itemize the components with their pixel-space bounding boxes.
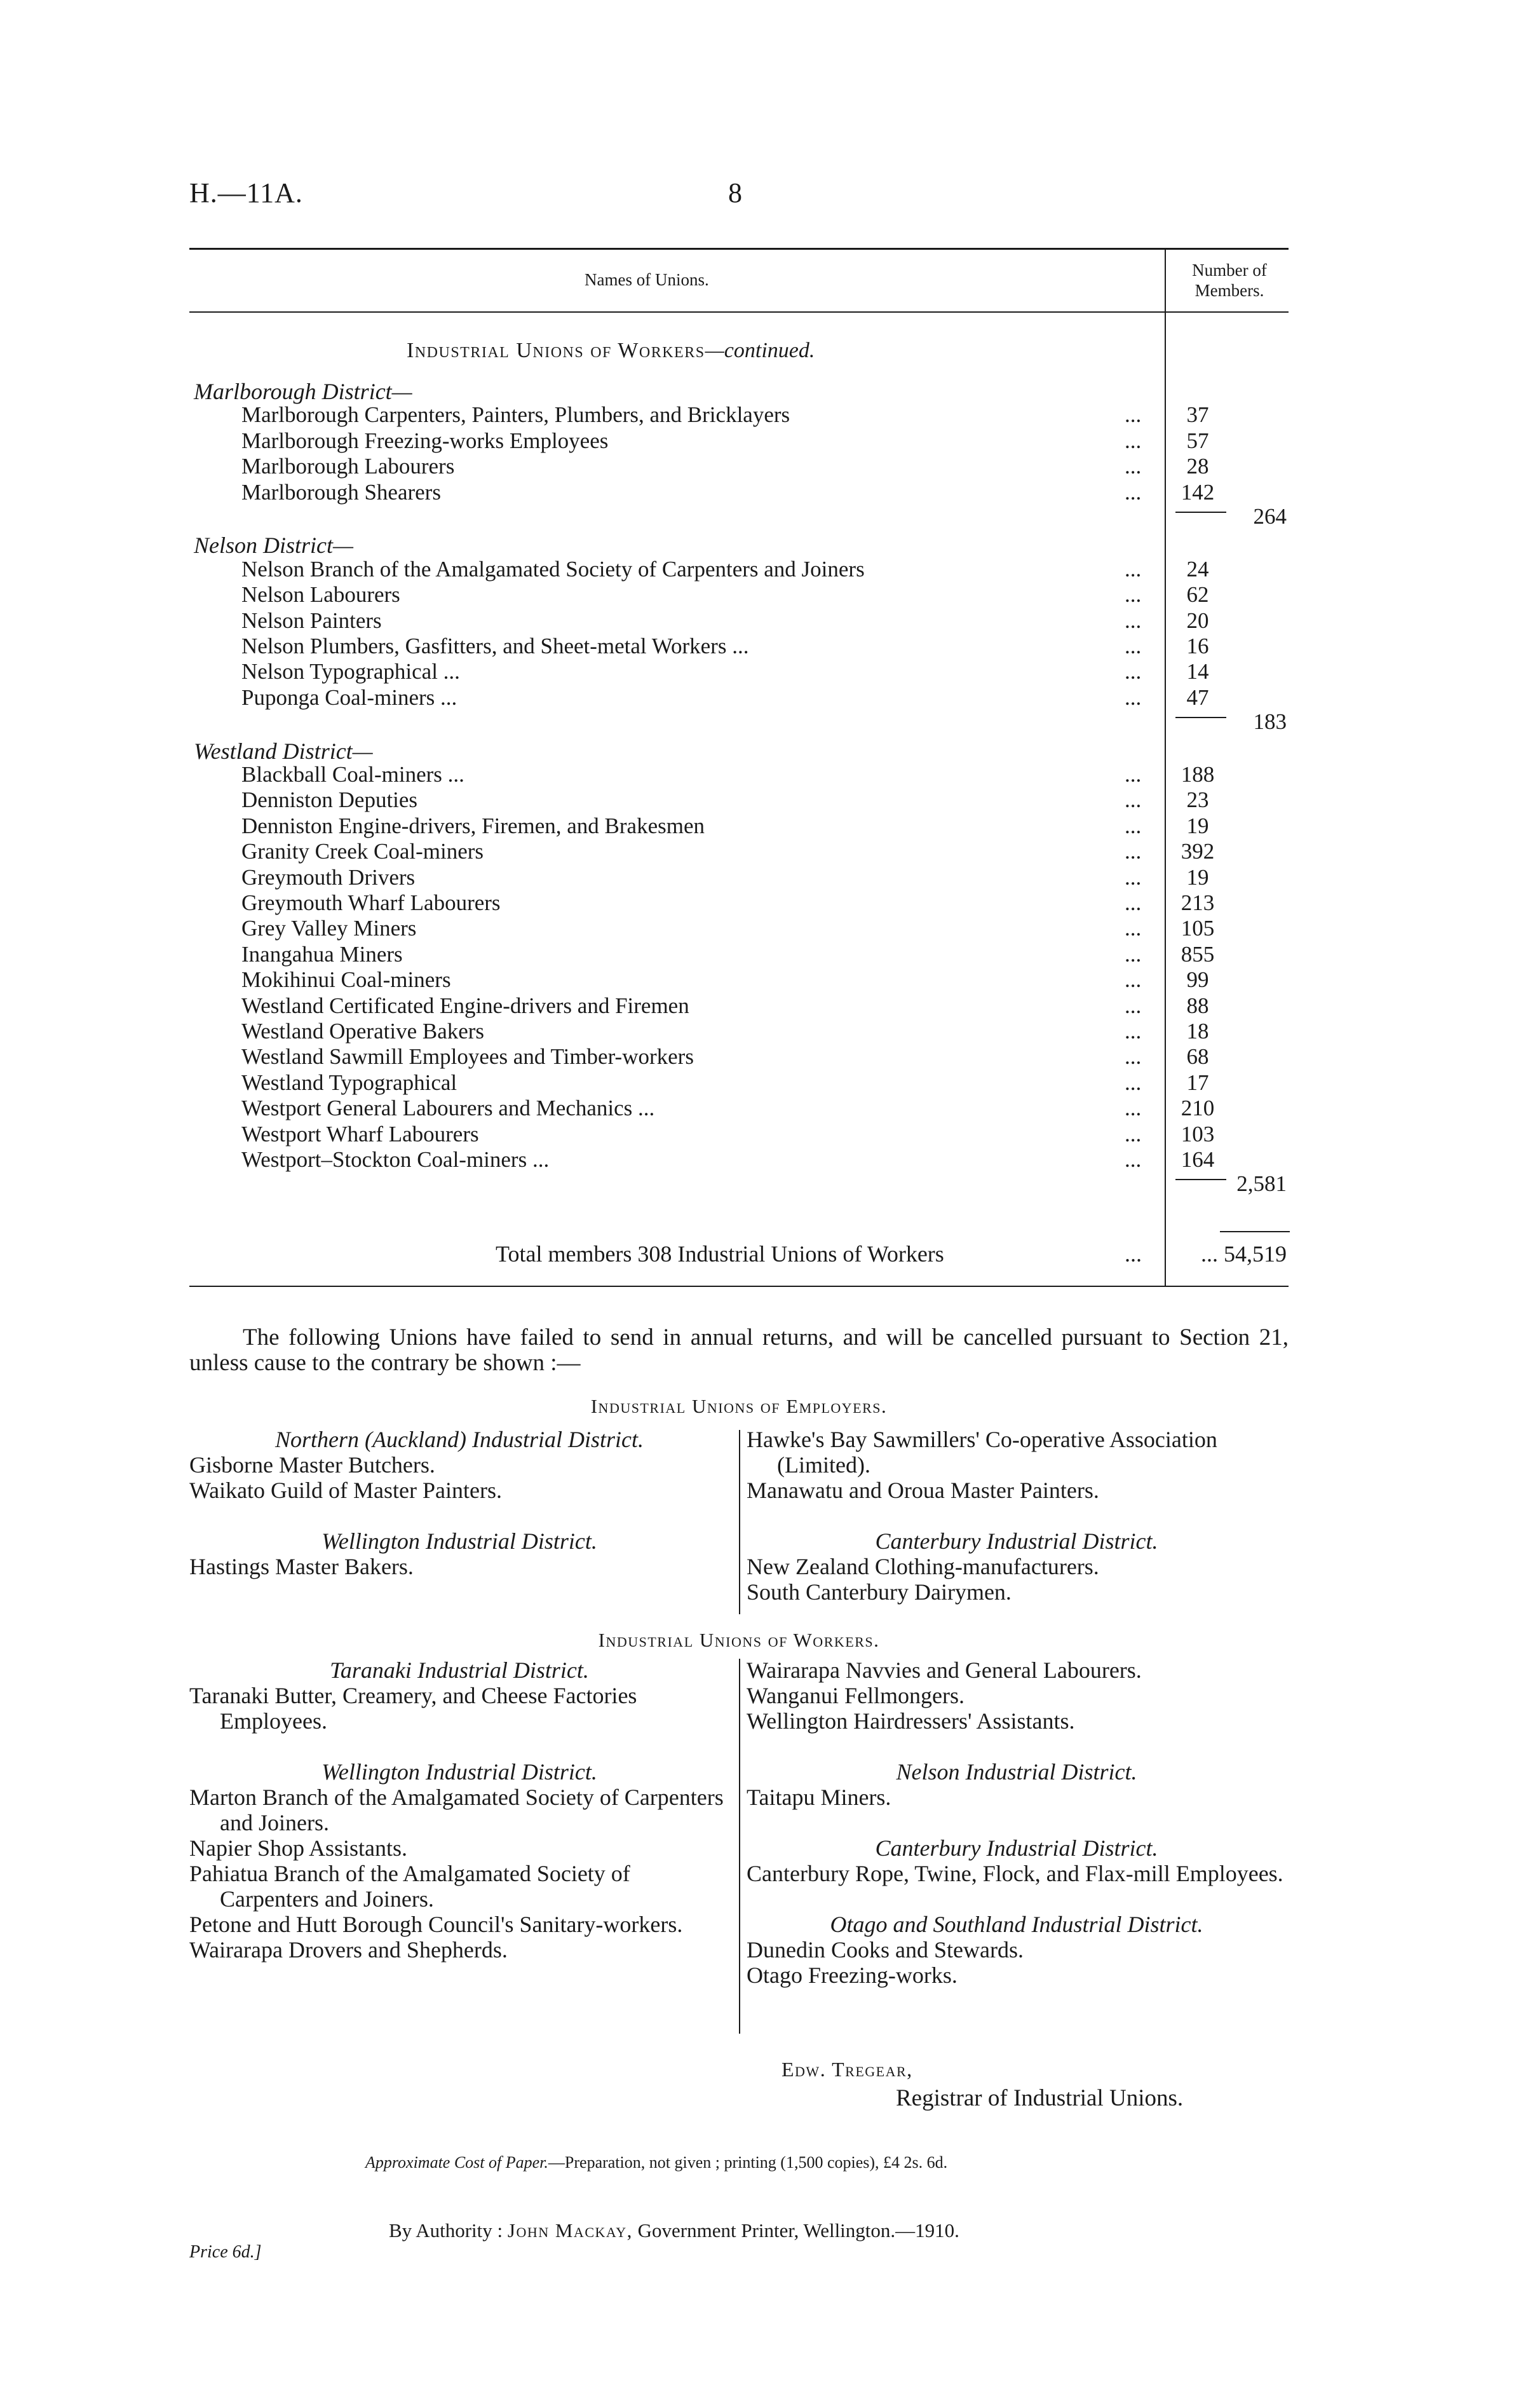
district-subtotal: 183 [1253,709,1287,735]
table-row [241,479,1142,505]
table-row [241,993,1142,1019]
district-heading: Westland District— [194,738,373,764]
table-row [241,402,1142,428]
member-count: 18 [1186,1019,1209,1044]
union-name: Greymouth Drivers [241,864,416,890]
member-count: 188 [1181,762,1215,787]
member-count: 213 [1181,890,1215,915]
member-count: 210 [1181,1096,1215,1121]
union-name: Puponga Coal-miners ... [241,684,457,710]
union-name: Westland Typographical [241,1070,457,1095]
list-item: Hawke's Bay Sawmillers' Co-operative Association (Limited). [747,1427,1217,1478]
column-header-members-line1: Number of [1192,261,1267,280]
member-count: 20 [1186,608,1209,633]
member-count: 88 [1186,993,1209,1018]
list-item: Pahiatua Branch of the Amalgamated Society of Carpenters and Joiners. [189,1861,630,1912]
list-item: South Canterbury Dairymen. [747,1579,1012,1605]
union-name: Denniston Engine-drivers, Firemen, and Brakesmen [241,813,705,838]
leader-dots: ... [1125,556,1142,582]
member-count: 16 [1186,634,1209,658]
cost-line [365,2153,947,2172]
table-row [241,684,1142,711]
list-item: Hastings Master Bakers. [189,1554,414,1579]
cost-text: —Preparation, not given ; printing (1,500 copies), £4 2s. 6d. [548,2153,948,2172]
list-item: Dunedin Cooks and Stewards. [747,1937,1024,1962]
member-count: 103 [1181,1121,1215,1146]
list-item: Marton Branch of the Amalgamated Society of Carpenters and Joiners. [189,1785,724,1835]
union-name: Nelson Plumbers, Gasfitters, and Sheet-metal Workers ... [241,634,749,658]
leader-dots: ... [1125,659,1142,684]
table-row [241,659,1142,684]
union-name: Nelson Branch of the Amalgamated Society of Carpenters and Joiners [241,556,865,582]
union-name: Mokihinui Coal-miners [241,967,451,993]
table-row [241,1019,1142,1044]
table-header-rule [189,311,1289,313]
table-row [241,1070,1142,1096]
list-item: Otago Freezing-works. [747,1962,958,1988]
signature-title: Registrar of Industrial Unions. [896,2085,1184,2111]
district-subtotal: 2,581 [1236,1171,1287,1197]
leader-dots: ... [1125,1121,1142,1146]
list-item: Gisborne Master Butchers. [189,1452,435,1478]
member-count: 99 [1186,967,1209,993]
member-count: 14 [1186,659,1209,684]
workers-right-column [747,1657,1287,1988]
column-header-members-line2: Members. [1195,281,1264,300]
leader-dots: ... [1125,479,1142,505]
leader-dots: ... [1125,1070,1142,1095]
table-bottom-rule [189,1286,1289,1287]
union-name: Marlborough Labourers [241,454,455,479]
table-top-rule [189,248,1289,250]
district-heading: Otago and Southland Industrial District. [830,1912,1203,1937]
leader-dots: ... [1125,634,1142,658]
list-item: Wairarapa Drovers and Shepherds. [189,1937,508,1962]
leader-dots: ... [1125,941,1142,967]
member-count: 164 [1181,1147,1215,1172]
member-count: 37 [1186,402,1209,428]
table-row [241,1147,1142,1173]
list-item: Manawatu and Oroua Master Painters. [747,1478,1099,1503]
table-row [241,967,1142,993]
union-name: Nelson Labourers [241,582,400,608]
workers-column-divider [739,1659,740,2034]
district-heading: Wellington Industrial District. [321,1759,597,1785]
signature-name: Edw. Tregear, [782,2058,913,2081]
table-row [241,454,1142,479]
page-number: 8 [728,177,742,208]
union-name: Westland Sawmill Employees and Timber-workers [241,1044,694,1070]
district-heading: Nelson District— [194,533,354,559]
union-name: Blackball Coal-miners ... [241,762,464,787]
union-name: Westland Operative Bakers [241,1019,485,1044]
union-name: Granity Creek Coal-miners [241,839,484,864]
table-row [241,1044,1142,1070]
cost-label: Approximate Cost of Paper. [365,2153,548,2172]
price: Price 6d.] [189,2242,262,2262]
leader-dots: ... [1125,402,1142,428]
member-count: 24 [1186,556,1209,582]
member-count: 23 [1186,787,1209,813]
list-item: Petone and Hutt Borough Council's Sanitary-workers. [189,1912,683,1937]
section-heading-continued: —continued. [705,339,815,362]
document-reference: H.—11A. [189,177,303,208]
list-item: Taranaki Butter, Creamery, and Cheese Factories Employees. [189,1683,637,1734]
district-heading: Marlborough District— [194,379,412,404]
total-value: ... 54,519 [1201,1241,1287,1267]
table-row [241,941,1142,967]
member-count: 19 [1186,813,1209,838]
workers-left-column [189,1657,729,1962]
union-name: Westport Wharf Labourers [241,1121,479,1146]
table-row [241,1096,1142,1121]
union-name: Westport–Stockton Coal-miners ... [241,1147,550,1172]
leader-dots: ... [1125,1096,1142,1121]
total-rule [1220,1231,1290,1232]
leader-dots: ... [1125,684,1142,710]
list-item: Napier Shop Assistants. [189,1835,408,1861]
union-name: Marlborough Carpenters, Painters, Plumbers, and Bricklayers [241,402,790,428]
table-row [241,839,1142,864]
leader-dots: ... [1125,916,1142,941]
leader-dots: ... [1125,762,1142,787]
employers-heading: Industrial Unions of Employers. [590,1395,888,1417]
employers-left-column [189,1427,729,1579]
member-count: 392 [1181,839,1215,864]
member-count: 19 [1186,864,1209,890]
union-name: Inangahua Miners [241,941,403,967]
leader-dots: ... [1125,993,1142,1018]
union-name: Grey Valley Miners [241,916,417,941]
employers-right-column [747,1427,1287,1605]
section-heading-text: Industrial Unions of Workers [407,339,705,362]
member-count: 105 [1181,916,1215,941]
member-count: 57 [1186,428,1209,453]
leader-dots: ... [1125,1044,1142,1070]
member-count: 142 [1181,479,1215,505]
union-name: Greymouth Wharf Labourers [241,890,501,915]
imprint-printer: John Mackay, [507,2219,633,2241]
table-row [241,864,1142,890]
district-heading: Northern (Auckland) Industrial District. [275,1427,644,1452]
section-heading [407,339,815,363]
list-item: Canterbury Rope, Twine, Flock, and Flax-mill Employees. [747,1861,1283,1886]
table-row [241,813,1142,839]
district-subtotal: 264 [1253,504,1287,529]
leader-dots: ... [1125,813,1142,838]
leader-dots: ... [1125,787,1142,813]
leader-dots: ... [1125,608,1142,633]
district-heading: Nelson Industrial District. [896,1759,1137,1785]
imprint-prefix: By Authority : [389,2219,503,2241]
employers-column-divider [739,1430,740,1614]
table-row [241,890,1142,916]
union-name: Nelson Painters [241,608,382,633]
leader-dots: ... [1125,890,1142,915]
table-row [241,582,1142,608]
column-header-names: Names of Unions. [585,270,709,289]
district-heading: Taranaki Industrial District. [330,1657,589,1683]
member-count: 855 [1181,941,1215,967]
table-row [241,1121,1142,1147]
member-count: 17 [1186,1070,1209,1095]
leader-dots: ... [1125,967,1142,993]
table-row [241,762,1142,787]
list-item: Waikato Guild of Master Painters. [189,1478,502,1503]
list-item: Wanganui Fellmongers. [747,1683,965,1708]
district-heading: Wellington Industrial District. [321,1528,597,1554]
union-name: Westport General Labourers and Mechanics ... [241,1096,655,1121]
leader-dots: ... [1125,582,1142,608]
member-count: 47 [1186,684,1209,710]
union-name: Westland Certificated Engine-drivers and Firemen [241,993,689,1018]
union-name: Nelson Typographical ... [241,659,460,684]
table-row [241,787,1142,813]
imprint-suffix: Government Printer, Wellington.—1910. [637,2219,959,2241]
union-name: Denniston Deputies [241,787,418,813]
total-dots: ... [1125,1241,1142,1267]
table-row [241,608,1142,634]
union-name: Marlborough Shearers [241,479,441,505]
list-item: Taitapu Miners. [747,1785,891,1810]
leader-dots: ... [1125,428,1142,453]
leader-dots: ... [1125,1019,1142,1044]
member-count: 68 [1186,1044,1209,1070]
workers-heading: Industrial Unions of Workers. [598,1629,880,1651]
member-count: 28 [1186,454,1209,479]
total-label: Total members 308 Industrial Unions of Workers [496,1241,944,1267]
member-count: 62 [1186,582,1209,608]
leader-dots: ... [1125,864,1142,890]
notice-paragraph: The following Unions have failed to send in annual returns, and will be cancelled pursuant to Section 21, unless cause to the contrary be shown :— [189,1324,1289,1376]
table-row [241,634,1142,659]
union-name: Marlborough Freezing-works Employees [241,428,609,453]
district-heading: Canterbury Industrial District. [875,1835,1158,1861]
list-item: Wellington Hairdressers' Assistants. [747,1708,1075,1734]
leader-dots: ... [1125,454,1142,479]
list-item: New Zealand Clothing-manufacturers. [747,1554,1099,1579]
table-row [241,428,1142,454]
table-row [241,556,1142,582]
leader-dots: ... [1125,839,1142,864]
district-heading: Canterbury Industrial District. [875,1528,1158,1554]
table-row [241,916,1142,941]
imprint-line [389,2219,959,2242]
leader-dots: ... [1125,1147,1142,1172]
list-item: Wairarapa Navvies and General Labourers. [747,1657,1142,1683]
